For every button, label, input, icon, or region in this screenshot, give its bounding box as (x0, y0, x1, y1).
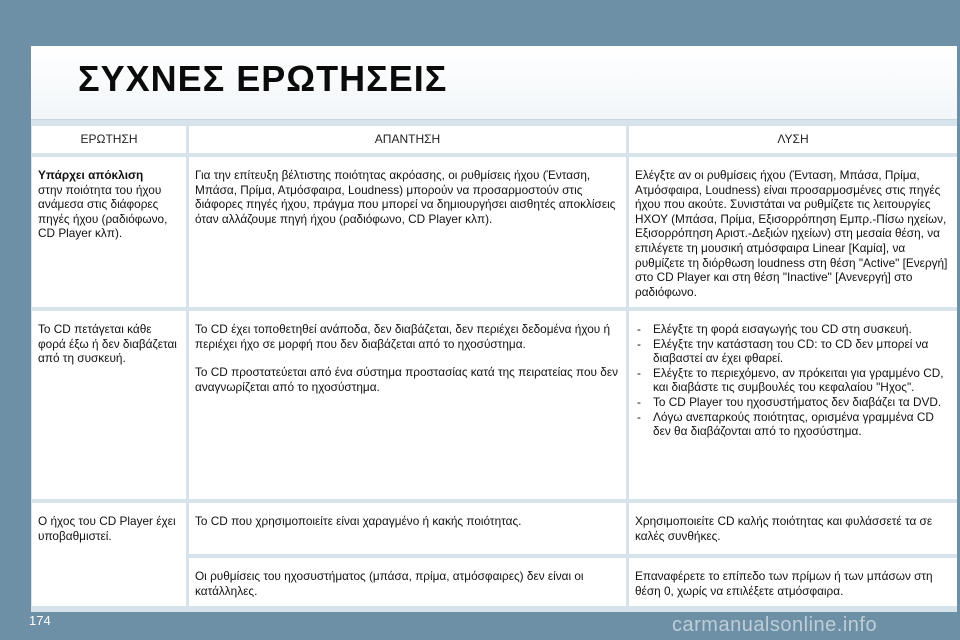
watermark: carmanualsonline.info (672, 614, 878, 636)
row2-answer (189, 311, 626, 499)
list-item: - Το CD Player του ηχοσυστήματος δεν διαβάζει τα DVD. (635, 395, 950, 410)
row3a-answer-text: Το CD που χρησιμοποιείτε είναι χαραγμένο ή κακής ποιότητας. (195, 514, 522, 528)
row3-question-text: Ο ήχος του CD Player έχει υποβαθμιστεί. (38, 514, 176, 543)
row3b-answer (189, 558, 626, 606)
row3-question (32, 503, 186, 606)
page-number: 174 (29, 613, 51, 628)
row1-solution-text: Ελέγξτε αν οι ρυθμίσεις ήχου (Ένταση, Μπάσα, Πρίμα, Ατμόσφαιρα, Loudness) είναι προσαρμοσμένες στις πηγές ήχου που ακούτε. Συνιστάται να ρυθμίζετε τις λειτουργίες ΗΧΟΥ (Μπάσα, Πρίμα, Εξισορρόπηση Εμπρ.-Πίσω ηχείων, Εξισορρόπηση Αριστ.-Δεξιών ηχείων) στη μεσαία θέση, να επιλέγετε τη μουσική ατμόσφαιρα Linear [Καμία], να ρυθμίζετε τη διόρθωση loudness στη θέση "Active" [Ενεργή] στο CD Player και στη θέση "Inactive" [Ανενεργή] στο ραδιόφωνο. (635, 168, 948, 299)
header-solution: ΛΥΣΗ (629, 126, 957, 153)
header-question: ΕΡΩΤΗΣΗ (32, 126, 186, 153)
row3b-answer-text: Οι ρυθμίσεις του ηχοσυστήματος (μπάσα, πρίμα, ατμόσφαιρες) δεν είναι οι κατάλληλες. (195, 569, 584, 598)
row1-answer-text: Για την επίτευξη βέλτιστης ποιότητας ακρόασης, οι ρυθμίσεις ήχου (Ένταση, Μπάσα, Πρίμα, Ατμόσφαιρα, Loudness) μπορούν να προσαρμοστούν στις διάφορες πηγές ήχου, πράγμα που μπορεί να δημιουργήσει αισθητές αποκλίσεις όταν αλλάζουμε πηγή ήχου (ραδιόφωνο, CD Player κλπ). (195, 168, 616, 226)
list-item: - Ελέγξτε το περιεχόμενο, αν πρόκειται για γραμμένο CD, και διαβάστε τις συμβουλές του κεφαλαίου "Ηχος". (635, 366, 950, 395)
header-answer: ΑΠΑΝΤΗΣΗ (189, 126, 626, 153)
row1-solution (629, 157, 957, 307)
row1-answer (189, 157, 626, 307)
row3a-solution (629, 503, 957, 554)
row1-question-text: στην ποιότητα του ήχου ανάμεσα στις διάφορες πηγές ήχου (ραδιόφωνο, CD Player κλπ). (38, 182, 168, 241)
row2-question-text: Το CD πετάγεται κάθε φορά έξω ή δεν διαβάζεται από τη συσκευή. (38, 322, 177, 366)
list-item: - Λόγω ανεπαρκούς ποιότητας, ορισμένα γραμμένα CD δεν θα διαβάζονται από το ηχοσύστημα. (635, 410, 950, 439)
row3b-solution (629, 558, 957, 606)
row3a-solution-text: Χρησιμοποιείτε CD καλής ποιότητας και φυλάσσετέ τα σε καλές συνθήκες. (635, 514, 933, 543)
row2-answer-para2: Το CD προστατεύεται από ένα σύστημα προστασίας κατά της πειρατείας που δεν αναγνωρίζεται από το ηχοσύστημα. (195, 365, 618, 394)
row2-solution (629, 311, 957, 499)
row2-answer-para1: Το CD έχει τοποθετηθεί ανάποδα, δεν διαβάζεται, δεν περιέχει δεδομένα ήχου ή περιέχει ήχο σε μορφή που δεν διαβάζεται από το ηχοσύστημα. (195, 322, 611, 351)
row3a-answer (189, 503, 626, 554)
list-item: - Ελέγξτε την κατάσταση του CD: το CD δεν μπορεί να διαβαστεί αν έχει φθαρεί. (635, 337, 950, 366)
row3b-solution-text: Επαναφέρετε το επίπεδο των πρίμων ή των μπάσων στη θέση 0, χωρίς να επιλέξετε ατμόσφαιρα. (635, 569, 933, 598)
row1-question (32, 157, 186, 307)
list-item: - Ελέγξτε τη φορά εισαγωγής του CD στη συσκευή. (635, 322, 950, 337)
row2-solution-list (635, 322, 950, 439)
page-title: ΣΥΧΝΕΣ ΕΡΩΤΗΣΕΙΣ (78, 58, 448, 99)
row2-question (32, 311, 186, 499)
row1-question-bold: Υπάρχει απόκλιση (38, 168, 144, 182)
